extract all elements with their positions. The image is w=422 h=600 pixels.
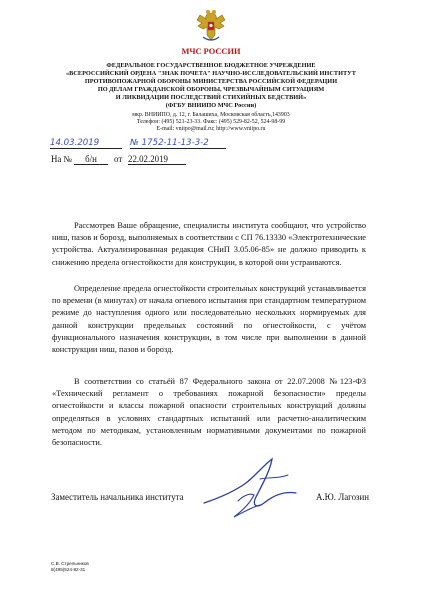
org-line: ФЕДЕРАЛЬНОЕ ГОСУДАРСТВЕННОЕ БЮДЖЕТНОЕ УЧРЕЖДЕНИЕ: [106, 62, 316, 69]
body-paragraph: В соответствии со статьёй 87 Федерального закона от 22.07.2008 №123-ФЗ «Технический регламент о требованиях пожарной безопасности» пределы огнестойкости и классы пожарной опасности строительных конструкций должны определяться в условиях стандартных испытаний или расчетно-аналитическим методом по методикам, установленным нормативными документами по пожарной безопасности.: [52, 377, 366, 448]
org-email: E-mail: vniipo@mail.ru; http://www.vniipo.ru: [156, 126, 266, 132]
letter-body: [52, 376, 366, 449]
org-address: мкр. ВНИИПО, д. 12, г. Балашиха, Московская область,143903: [132, 112, 290, 118]
body-paragraph: Определение предела огнестойкости строительных конструкций устанавливается по времени (в минутах) от начала огневого испытания при стандартном температурном режиме до наступления одного или последовательно нескольких нормируемых для данной конструкции предельных состояний по огнестойкости, с учётом функционального назначения конструкции, в том числе при выполнении в данной конструкции ниш, пазов и борозд.: [52, 284, 366, 355]
eagle-emblem-icon: [194, 8, 228, 44]
org-line: ПРОТИВОПОЖАРНОЙ ОБОРОНЫ МИНИСТЕРСТВА РОССИЙСКОЙ ФЕДЕРАЦИИ: [84, 78, 338, 85]
signer-position: Заместитель начальника института: [51, 492, 184, 502]
reference-number: б/н: [74, 154, 108, 165]
org-phone: Телефон: (495) 521-23-33. Факс: (495) 529-82-52, 524-98-99: [136, 119, 286, 125]
registration-date: 14.03.2019: [50, 138, 122, 149]
body-paragraph: Рассмотрев Ваше обращение, специалисты института сообщают, что устройство ниш, пазов и борозд, выполняемых в соответствии с СП 76.13330 «Электротехнические устройства. Актуализированная редакция СНиП 3.05.06-85» не должно приводить к снижению предела огнестойкости для конструкции, в которой они устраиваются.: [52, 221, 366, 267]
executor-phone: 8(495)524-82-31: [51, 567, 86, 572]
signer-name: А.Ю. Лагозин: [316, 492, 370, 502]
executor-name: С.В. Стрельников: [51, 561, 89, 566]
org-line: ПО ДЕЛАМ ГРАЖДАНСКОЙ ОБОРОНЫ, ЧРЕЗВЫЧАЙНЫМ СИТУАЦИЯМ: [97, 86, 325, 93]
org-line: «ВСЕРОССИЙСКИЙ ОРДЕНА "ЗНАК ПОЧЕТА" НАУЧНО-ИССЛЕДОВАТЕЛЬСКИЙ ИНСТИТУТ: [66, 70, 356, 77]
registration-number: № 1752-11-13-3-2: [130, 138, 226, 149]
reference-date: 22.02.2019: [128, 154, 186, 165]
org-line: И ЛИКВИДАЦИИ ПОСЛЕДСТВИЙ СТИХИЙНЫХ БЕДСТВИЙ»: [115, 94, 307, 101]
letter-body: [52, 220, 366, 269]
reference-label: На №: [51, 154, 73, 164]
letter-body: [52, 283, 366, 356]
reference-date-label: от: [114, 154, 123, 164]
ministry-name: МЧС РОССИИ: [181, 47, 241, 56]
handwritten-signature: [198, 455, 310, 525]
registration-line: [50, 138, 226, 150]
org-short-name: (ФГБУ ВНИИПО МЧС России): [165, 102, 257, 109]
